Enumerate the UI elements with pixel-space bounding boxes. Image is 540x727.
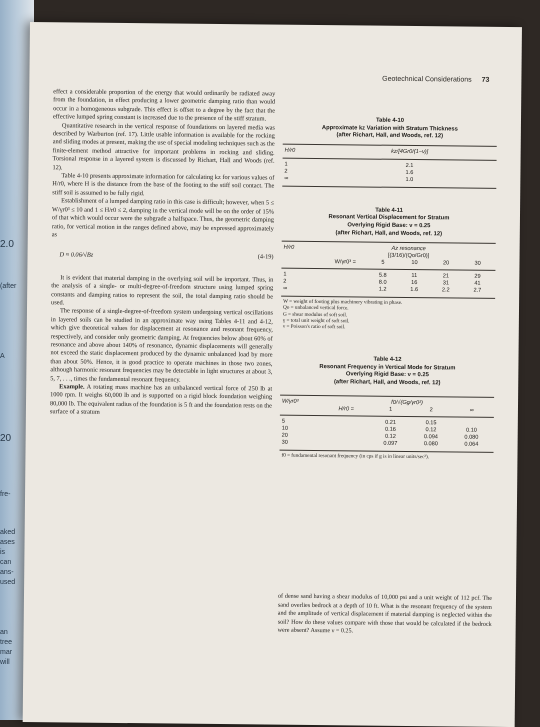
page-number: 73 (481, 76, 490, 84)
left-fragment: aked (0, 529, 16, 536)
table-cell: 41 (474, 280, 481, 287)
table-cell: 1.2 (378, 286, 387, 293)
table-cell: 2.1 (405, 162, 414, 169)
table-4-11 (281, 206, 496, 332)
table-cell: 0.16 (385, 426, 396, 433)
table-note: f0 = fundamental resonant frequency (in cps if g is in linear units/sec²). (281, 452, 430, 460)
running-title: Geotechnical Considerations (382, 75, 472, 84)
column-header: 2 (429, 406, 433, 413)
paragraph: Table 4-10 presents approximate information for calculating kz for various values of H/r0, where H is the distance from the base of the footing to the stiff soil contact. The stiff soil is assumed to be fully rigid. (52, 172, 275, 198)
table-cell: 0.12 (384, 433, 396, 440)
column-header: 1 (389, 406, 393, 413)
table-4-10 (282, 117, 497, 189)
table-cell: 10 (281, 425, 289, 432)
table-cell: 2 (283, 278, 287, 285)
table-cell: 2.2 (441, 287, 450, 294)
table-cell: 0.080 (464, 434, 479, 441)
column-header: H/r0 (283, 244, 295, 251)
table-note: W = weight of footing plus machinery vibrating in phase. (283, 298, 403, 307)
example-paragraph (50, 383, 272, 419)
table-row (282, 175, 496, 184)
table-title: Resonant Frequency in Vertical Mode for Stratum (319, 363, 456, 372)
table-cell: 0.094 (423, 433, 438, 440)
column-header: H/r0 (284, 147, 296, 154)
equation-4-19 (60, 252, 274, 263)
paragraph: It is evident that material damping in the overlying soil will be important. Thus, in the analysis of a single- or multi-degree-of-freedom structure using lumped spring constants and damping ratios to represent the soil, the total damping ratio should be used. (51, 274, 274, 307)
column-header: Az resonance (391, 245, 426, 253)
left-fragment: will (0, 659, 10, 666)
table-cell: 30 (281, 439, 288, 446)
equation-number: (4-19) (257, 253, 274, 261)
table-subtitle: Overlying Rigid Base: ν = 0.25 (347, 222, 431, 230)
left-fragment: A (0, 353, 5, 360)
table-cell: 0.21 (385, 419, 397, 426)
table-cell: 21 (442, 273, 450, 280)
left-fragment: can (0, 559, 12, 566)
column-header: W/γr0³ = (334, 259, 356, 266)
table-cell: 0.12 (425, 426, 437, 433)
equation-text: D ≈ 0.06/√Bz (59, 251, 94, 259)
column-header: f0/√(Gg/γr0²) (391, 399, 423, 406)
right-column-text: of dense sand having a shear modulus of 10,000 psi and a unit weight of 112 pcf. The sand overlies bedrock at a depth of 10 ft. What is the resonant frequency of the system and the amplitude of vertical displacement if material damping is neglected within the soil? How do these values compare with those that would be calculated if the bedrock were absent? Assume ν = 0.25. (277, 593, 493, 635)
table-title-label: Table 4-12 (373, 356, 402, 364)
table-cell: 20 (281, 432, 288, 439)
column-header: 30 (474, 260, 481, 267)
table-cell: 1 (284, 161, 288, 168)
table-notes (281, 297, 495, 332)
book-page (23, 22, 522, 727)
table-title: Resonant Vertical Displacement for Stratum (328, 214, 450, 222)
table-title-label: Table 4-11 (375, 207, 403, 214)
table-cell: 29 (474, 273, 481, 280)
left-fragment: ases (0, 539, 15, 546)
right-column (279, 117, 497, 473)
column-header: kz/[4Gr0/(1−ν)] (391, 148, 429, 155)
running-header (382, 76, 489, 84)
example-text: A rotating mass machine has an unbalanced vertical force of 250 lb at 1000 rpm. It weighs 60,000 lb and is supported on a rigid block foundation weighing 80,000 lb. The equivalent radius of the foundation is 5 ft and the foundation rests on the surface of a stratum (49, 383, 273, 416)
left-fragment: 2.0 (0, 239, 14, 250)
example-label: Example. (59, 383, 85, 391)
paragraph: Quantitative research in the vertical response of foundations on layered media was described by Warburton (ref. 17). Little usable information is available for the rocking and sliding modes at present, making the use of special modeling techniques such as the finite-element method attractive for important problems in rocking and sliding. Torsional response in a layered system is discussed by Richart, Hall and Woods (ref. 12). (52, 121, 275, 172)
table-cell: 0.064 (464, 441, 479, 448)
left-fragment: used (0, 579, 16, 586)
left-fragment: ans- (0, 569, 14, 576)
table-source: (after Richart, Hall, and Woods, ref. 12) (333, 379, 441, 387)
column-header: W/γr0³ (282, 398, 299, 405)
left-fragment: an (0, 629, 8, 636)
table-cell: 5.8 (378, 272, 387, 279)
table-cell: 0.10 (466, 427, 477, 434)
table-cell: 8.0 (378, 279, 387, 286)
table-cell: 2 (284, 168, 288, 175)
table-cell: ∞ (284, 175, 289, 182)
table-note: G = shear modulus of soft soil. (282, 311, 348, 318)
paragraph: effect a considerable proportion of the energy that would ordinarily be radiated away from the foundation, in effect producing a lower geometric damping ratio than would occur in a homogeneous subgrade. This effect is offset to a degree by the fact that the effective lumped spring constant is increased due to the presence of the stiff stratum. (52, 88, 276, 123)
table-cell: 1.6 (410, 287, 419, 294)
table-note: γ = total unit weight of soft soil. (282, 317, 350, 325)
table-source: (after Richart, Hall, and Woods, ref. 12) (336, 132, 444, 140)
table-cell: 0.097 (383, 440, 398, 447)
left-fragment: is (0, 549, 6, 556)
table-row (281, 286, 495, 295)
table-cell: ∞ (283, 285, 288, 292)
table-cell: 16 (411, 280, 418, 287)
table-cell: 5 (281, 418, 285, 425)
left-text-column (50, 88, 275, 419)
table-note: Qo = unbalanced vertical force. (282, 305, 349, 312)
table-cell: 2.7 (473, 287, 482, 294)
column-header: ∞ (469, 407, 474, 414)
column-header: 5 (381, 259, 385, 266)
table-title: Approximate kz Variation with Stratum Thickness (321, 124, 458, 133)
left-fragment: mar (0, 649, 13, 656)
table-subtitle: Overlying Rigid Base: ν = 0.25 (345, 371, 429, 379)
table-cell: 0.080 (423, 440, 438, 447)
table-cell: 31 (442, 280, 450, 287)
paragraph: The response of a single-degree-of-freedom system undergoing vertical oscillations in layered soils can be studied in an approximate way using Tables 4-11 and 4-12, which give theoretical values for displacement at resonance and resonant frequency, respectively, and consider only geometric damping. At frequencies below about 60% of resonance and above about 140% of resonance, dynamic displacements will generally not exceed the static displacement produced by the dynamic unbalanced load by more than about 50%. Hence, it is good practice to operate machines in those two zones, although harmonic resonant frequencies may be detectable in light structures at about 3, 5, 7, . . ., times the fundamental resonant frequency. (50, 307, 273, 384)
table-cell: 1.6 (405, 169, 414, 176)
column-header: 10 (411, 260, 418, 267)
table-cell: 1 (283, 271, 287, 278)
table-cell: 1.0 (405, 176, 414, 183)
left-fragment: tree (0, 639, 13, 646)
table-cell: 0.15 (425, 419, 437, 426)
table-source: (after Richart, Hall, and Woods, ref. 12) (335, 229, 443, 237)
left-fragment: fre- (0, 491, 11, 498)
table-title-label: Table 4-10 (375, 117, 404, 124)
table-4-12 (279, 356, 494, 461)
left-fragment: (after (0, 283, 17, 290)
column-header-formula: [(3/16)/(Qo/Gr0)] (387, 252, 430, 260)
column-header: H/r0 = (338, 405, 354, 412)
left-fragment: 20 (0, 433, 12, 444)
table-cell: 11 (411, 273, 418, 280)
column-header: 20 (442, 260, 450, 267)
table-row (280, 439, 494, 448)
paragraph: Establishment of a lumped damping ratio in this case is difficult; however, when 5 ≤ W/γr0³ ≤ 10 and 1 ≤ H/r0 ≤ 2, damping in the vertical mode will be on the order of 15% of that which would occur were the subgrade a halfspace. Thus, the geometric damping ratio, for vertical motion in the ranges defined above, may be expressed approximately as (51, 197, 275, 239)
table-note: ν = Poisson's ratio of soft soil. (282, 323, 346, 331)
